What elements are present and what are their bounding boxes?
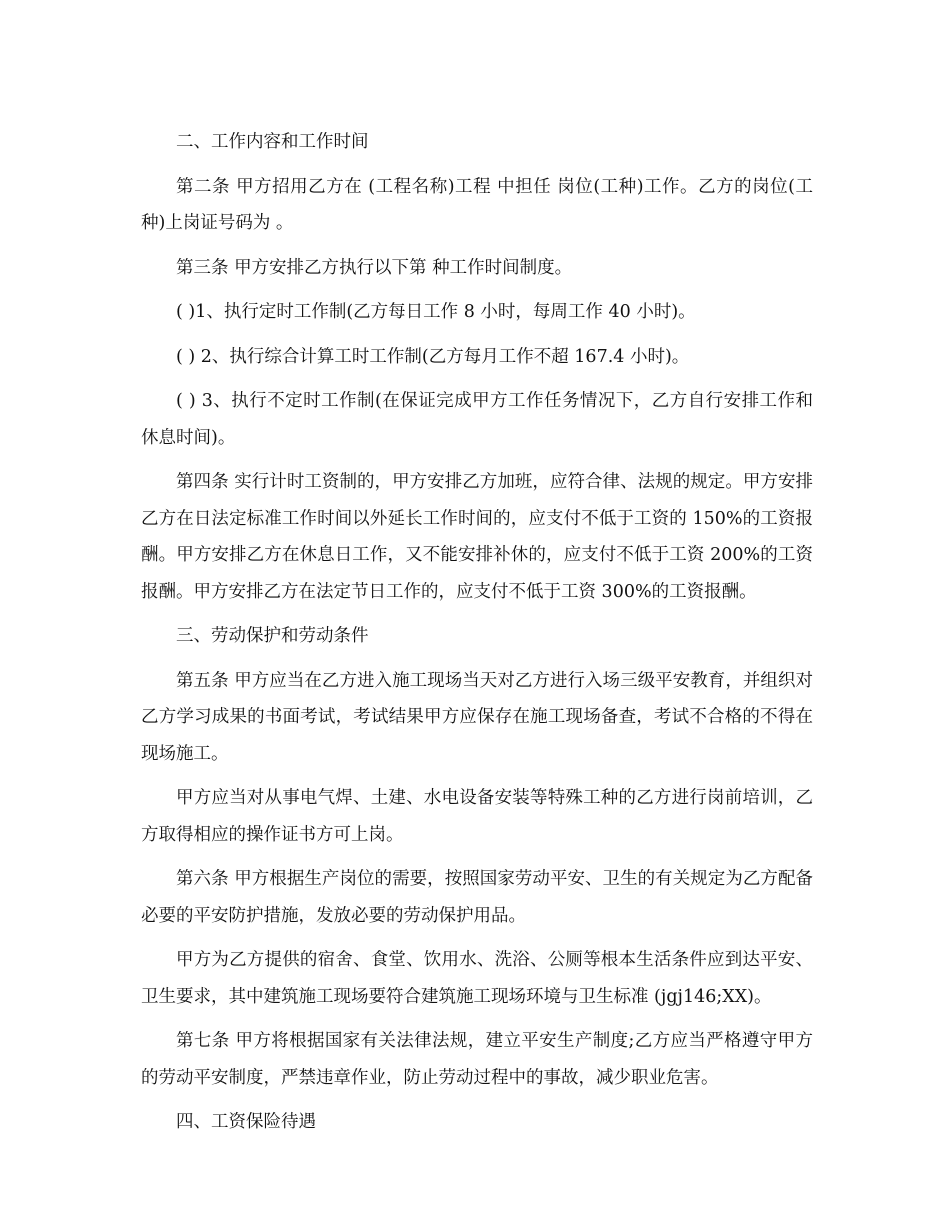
option-3-paragraph: ( ) 3、执行不定时工作制(在保证完成甲方工作任务情况下，乙方自行安排工作和休息时间)。 bbox=[141, 391, 813, 448]
option-1-paragraph: ( )1、执行定时工作制(乙方每日工作 8 小时，每周工作 40 小时)。 bbox=[176, 302, 696, 322]
article-5-paragraph: 第五条 甲方应当在乙方进入施工现场当天对乙方进行入场三级平安教育，并组织对乙方学习成果的书面考试，考试结果甲方应保存在施工现场备查，考试不合格的不得在现场施工。 bbox=[141, 670, 813, 764]
article-2-paragraph: 第二条 甲方招用乙方在 (工程名称)工程 中担任 岗位(工种)工作。乙方的岗位(工种)上岗证号码为 。 bbox=[141, 176, 813, 233]
special-trades-training-paragraph: 甲方应当对从事电气焊、土建、水电设备安装等特殊工种的乙方进行岗前培训，乙方取得相应的操作证书方可上岗。 bbox=[141, 788, 813, 845]
living-conditions-paragraph: 甲方为乙方提供的宿舍、食堂、饮用水、洗浴、公厕等根本生活条件应到达平安、卫生要求，其中建筑施工现场要符合建筑施工现场环境与卫生标准 (jgj146;XX)。 bbox=[141, 950, 813, 1007]
document-body bbox=[141, 124, 813, 1149]
article-3-paragraph: 第三条 甲方安排乙方执行以下第 种工作时间制度。 bbox=[176, 257, 573, 278]
option-2-paragraph: ( ) 2、执行综合计算工时工作制(乙方每月工作不超 167.4 小时)。 bbox=[176, 346, 690, 367]
article-4-paragraph: 第四条 实行计时工资制的，甲方安排乙方加班，应符合律、法规的规定。甲方安排乙方在日法定标准工作时间以外延长工作时间的，应支付不低于工资的 150%的工资报酬。甲方安排乙方在休息日工作，又不能安排补休的，应支付不低于工资 200%的工资报酬。甲方安排乙方在法定节日工作的，应支付不低于工资 300%的工资报酬。 bbox=[141, 472, 813, 602]
section-heading-wages-insurance: 四、工资保险待遇 bbox=[176, 1112, 316, 1132]
section-heading-labor-protection: 三、劳动保护和劳动条件 bbox=[176, 626, 369, 646]
section-heading-work-content: 二、工作内容和工作时间 bbox=[176, 132, 369, 152]
article-6-paragraph: 第六条 甲方根据生产岗位的需要，按照国家劳动平安、卫生的有关规定为乙方配备必要的平安防护措施，发放必要的劳动保护用品。 bbox=[141, 869, 813, 926]
article-7-paragraph: 第七条 甲方将根据国家有关法律法规，建立平安生产制度;乙方应当严格遵守甲方的劳动平安制度，严禁违章作业，防止劳动过程中的事故，减少职业危害。 bbox=[141, 1031, 813, 1088]
